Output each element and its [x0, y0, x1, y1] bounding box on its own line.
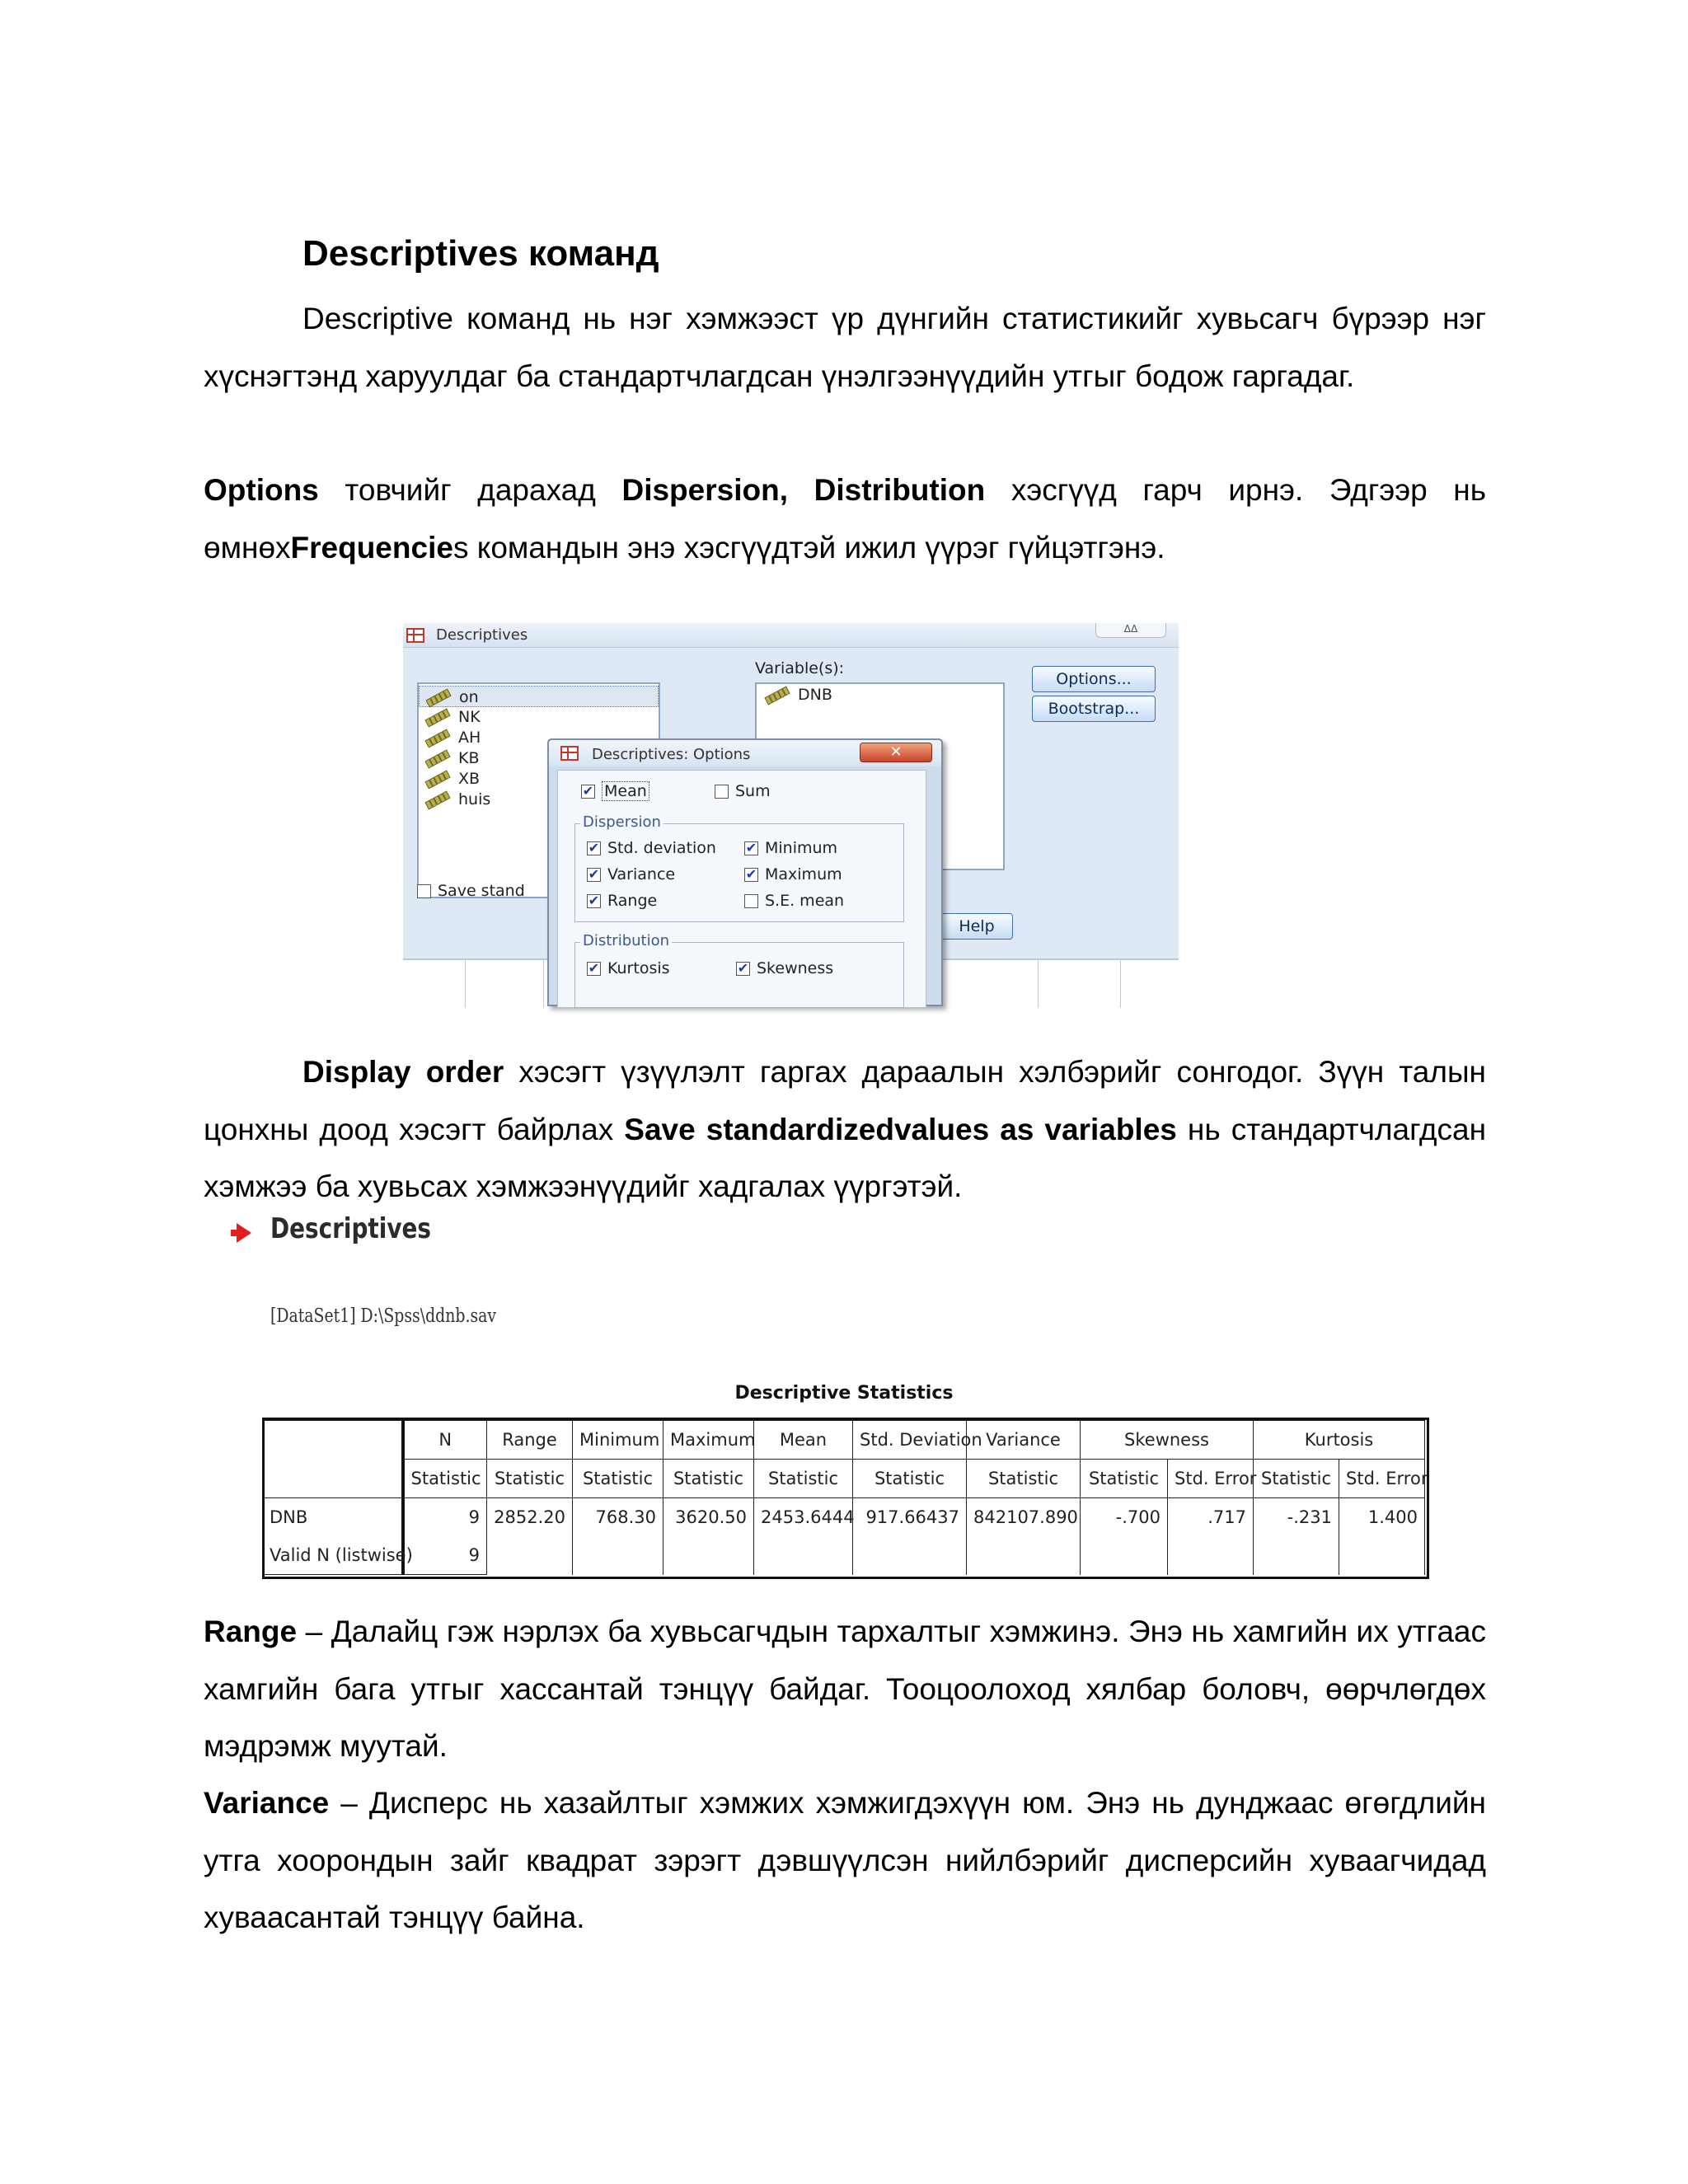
frequencies-term: Frequencie: [290, 530, 453, 565]
descriptive-statistics-table: [262, 1418, 1428, 1575]
col-header: Mean: [754, 1419, 853, 1460]
maximum-checkbox[interactable]: [744, 865, 842, 883]
table-cell: 9: [403, 1536, 487, 1575]
sub-header: Statistic: [853, 1460, 967, 1498]
options-text-2: хэсгүүд гарч ирнэ. Эдгээр нь өмнөх: [204, 473, 1487, 565]
options-button[interactable]: Options...: [1032, 666, 1156, 692]
sub-header: Statistic: [1081, 1460, 1168, 1498]
table-cell: 917.66437: [853, 1498, 967, 1537]
kurtosis-checkbox[interactable]: [587, 959, 670, 977]
table-cell: 1.400: [1339, 1498, 1425, 1537]
scale-ruler-icon: [424, 708, 450, 727]
sub-header: Statistic: [754, 1460, 853, 1498]
variable-item-xb[interactable]: XB: [425, 768, 480, 790]
table-cell: 768.30: [573, 1498, 663, 1537]
table-cell: [1168, 1536, 1254, 1575]
table-cell: [663, 1536, 754, 1575]
sub-header: Statistic: [1254, 1460, 1339, 1498]
options-text-3: s командын энэ хэсгүүдтэй ижил үүрэг гүйцэтгэнэ.: [452, 530, 1165, 565]
table-cell: 842107.890: [967, 1498, 1081, 1537]
range-check[interactable]: [587, 894, 601, 908]
options-dialog-body: [557, 770, 926, 1008]
dispersion-distribution-term: Dispersion, Distribution: [621, 473, 986, 507]
sum-checkbox[interactable]: [715, 782, 771, 800]
table-row: [263, 1498, 1425, 1537]
col-header: Range: [487, 1419, 573, 1460]
row-label: Valid N (listwise): [263, 1536, 403, 1575]
variance-check[interactable]: [587, 868, 601, 882]
se-mean-checkbox[interactable]: [744, 892, 844, 910]
sum-label: Sum: [735, 782, 771, 800]
minimum-checkbox[interactable]: [744, 839, 837, 857]
grid-line: [465, 960, 466, 1008]
minimum-label: Minimum: [765, 839, 838, 857]
table-cell: [1339, 1536, 1425, 1575]
table-cell: [1081, 1536, 1168, 1575]
options-dialog-titlebar: [549, 740, 941, 766]
mean-checkbox[interactable]: [581, 782, 649, 800]
table-cell: [487, 1536, 573, 1575]
table-cell: [1254, 1536, 1339, 1575]
std-deviation-check[interactable]: [587, 841, 601, 855]
scale-ruler-icon: [764, 686, 790, 705]
display-order-term: Display order: [302, 1055, 504, 1089]
output-heading: Descriptives: [270, 1212, 432, 1245]
variable-item-dnb[interactable]: DNB: [765, 684, 832, 705]
std-deviation-label: Std. deviation: [607, 839, 716, 857]
save-standardized-check[interactable]: [417, 884, 431, 898]
maximize-button[interactable]: ᐃᐃ: [1095, 623, 1166, 638]
table-cell: 3620.50: [663, 1498, 754, 1537]
dispersion-group: [574, 813, 904, 922]
distribution-legend: Distribution: [580, 932, 672, 949]
variable-item-on[interactable]: on: [419, 686, 659, 707]
table-cell: -.231: [1254, 1498, 1339, 1537]
sum-check[interactable]: [715, 785, 729, 799]
table-cell: [573, 1536, 663, 1575]
display-order-text-2: нь стандартчлагдсан хэмжээ ба хувьсах хэмжээнүүдийг хадгалах үүргэтэй.: [204, 1112, 1487, 1203]
table-icon: [406, 628, 424, 643]
table-cell: .717: [1168, 1498, 1254, 1537]
range-label: Range: [607, 892, 658, 910]
dataset-path: [DataSet1] D:\Spss\ddnb.sav: [270, 1305, 497, 1327]
window-titlebar: [403, 623, 1179, 648]
scale-ruler-icon: [424, 729, 450, 748]
variable-item-ah[interactable]: AH: [425, 727, 481, 748]
kurtosis-check[interactable]: [587, 962, 601, 976]
range-text: – Далайц гэж нэрлэх ба хувьсагчдын тархалтыг хэмжинэ. Энэ нь хамгийн их утгаас хамгийн бага утгыг хассантай тэнцүү байдаг. Тооцоолоход хялбар боловч, өөрчлөгдөх мэдрэмж муутай.: [204, 1615, 1486, 1763]
maximum-label: Maximum: [765, 865, 842, 883]
window-title: Descriptives: [436, 626, 528, 644]
table-cell: [853, 1536, 967, 1575]
range-term: Range: [204, 1615, 298, 1648]
maximum-check[interactable]: [744, 868, 758, 882]
se-mean-label: S.E. mean: [765, 892, 845, 910]
bootstrap-button[interactable]: Bootstrap...: [1032, 696, 1156, 722]
distribution-group: [574, 932, 904, 1008]
options-term: Options: [204, 473, 319, 507]
dispersion-legend: Dispersion: [580, 813, 663, 831]
table-row: [263, 1536, 1425, 1575]
variance-paragraph: [204, 1774, 1486, 1947]
grid-line: [543, 960, 544, 1008]
sub-header: Std. Error: [1339, 1460, 1425, 1498]
options-text-1: товчийг дарахад: [318, 473, 622, 507]
table-cell: 2852.20: [487, 1498, 573, 1537]
table-title: Descriptive Statistics: [734, 1383, 954, 1404]
range-checkbox[interactable]: [587, 892, 657, 910]
options-dialog-title: Descriptives: Options: [592, 746, 751, 763]
subheader-row: [263, 1460, 1425, 1498]
table-cell: 2453.6444: [754, 1498, 853, 1537]
table-cell: [754, 1536, 853, 1575]
sub-header: Statistic: [487, 1460, 573, 1498]
variable-item-huis[interactable]: huis: [425, 789, 490, 810]
col-header: Variance: [967, 1419, 1081, 1460]
save-standardized-checkbox[interactable]: [417, 882, 525, 900]
descriptives-options-dialog: [547, 738, 943, 1006]
table-cell: -.700: [1081, 1498, 1168, 1537]
variance-text: – Дисперс нь хазайлтыг хэмжих хэмжигдэхүүн юм. Энэ нь дунджаас өгөгдлийн утга хоорондын зайг квадрат зэрэгт дэвшүүлсэн нийлбэрийг дисперсийн хуваагчидад хуваасантай тэнцүү байна.: [204, 1786, 1486, 1934]
se-mean-check[interactable]: [744, 894, 758, 908]
intro-paragraph: Descriptive команд нь нэг хэмжээст үр дүнгийн статистикийг хувьсагч бүрээр нэг хүснэгтэнд харуулдаг ба стандартчлагдсан үнэлгээнүүдийн утгыг бодож гаргадаг.: [204, 302, 1486, 393]
mean-check[interactable]: [581, 785, 595, 799]
col-header: Skewness: [1081, 1419, 1254, 1460]
page-title: Descriptives команд: [302, 233, 659, 274]
col-header: Std. Deviation: [853, 1419, 967, 1460]
kurtosis-label: Kurtosis: [607, 959, 670, 977]
variance-checkbox[interactable]: [587, 865, 675, 883]
mean-label: Mean: [602, 781, 649, 801]
scale-ruler-icon: [424, 790, 450, 809]
col-header: Minimum: [573, 1419, 663, 1460]
help-button[interactable]: Help: [940, 913, 1013, 940]
sub-header: Statistic: [403, 1460, 487, 1498]
skewness-check[interactable]: [736, 962, 750, 976]
table-icon: [560, 746, 579, 761]
scale-ruler-icon: [424, 749, 450, 768]
std-deviation-checkbox[interactable]: [587, 839, 716, 857]
display-order-text-1: хэсэгт үзүүлэлт гаргах дараалын хэлбэрийг сонгодог. Зүүн талын цонхны доод хэсэгт байрлах: [204, 1055, 1486, 1146]
save-standardized-label: Save stand: [438, 882, 525, 900]
col-header: Kurtosis: [1254, 1419, 1425, 1460]
row-label: DNB: [263, 1498, 403, 1537]
options-paragraph: [204, 462, 1486, 576]
variables-label: Variable(s):: [755, 659, 845, 677]
range-paragraph: [204, 1603, 1486, 1775]
scale-ruler-icon: [424, 770, 450, 789]
variable-item-kb[interactable]: KB: [425, 748, 480, 769]
output-arrow-icon: [237, 1223, 251, 1243]
sub-header: Statistic: [967, 1460, 1081, 1498]
minimum-check[interactable]: [744, 841, 758, 855]
variance-label: Variance: [607, 865, 676, 883]
sub-header: Std. Error: [1168, 1460, 1254, 1498]
variance-term: Variance: [204, 1786, 330, 1820]
sub-header: Statistic: [573, 1460, 663, 1498]
save-standardized-term: Save standardizedvalues as variables: [624, 1112, 1177, 1146]
spss-descriptives-screenshot: [403, 623, 1179, 1006]
header-corner: [263, 1419, 403, 1498]
grid-line: [1120, 960, 1121, 1008]
close-icon[interactable]: ✕: [860, 743, 932, 762]
header-row: [263, 1419, 1425, 1460]
skewness-checkbox[interactable]: [736, 959, 833, 977]
display-order-paragraph: [204, 1043, 1486, 1216]
table-cell: 9: [403, 1498, 487, 1537]
col-header: Maximum: [663, 1419, 754, 1460]
grid-line: [1038, 960, 1039, 1008]
table-cell: [967, 1536, 1081, 1575]
col-header: N: [403, 1419, 487, 1460]
scale-ruler-icon: [425, 688, 451, 707]
skewness-label: Skewness: [757, 959, 834, 977]
sub-header: Statistic: [663, 1460, 754, 1498]
variable-item-nk[interactable]: NK: [425, 706, 481, 728]
